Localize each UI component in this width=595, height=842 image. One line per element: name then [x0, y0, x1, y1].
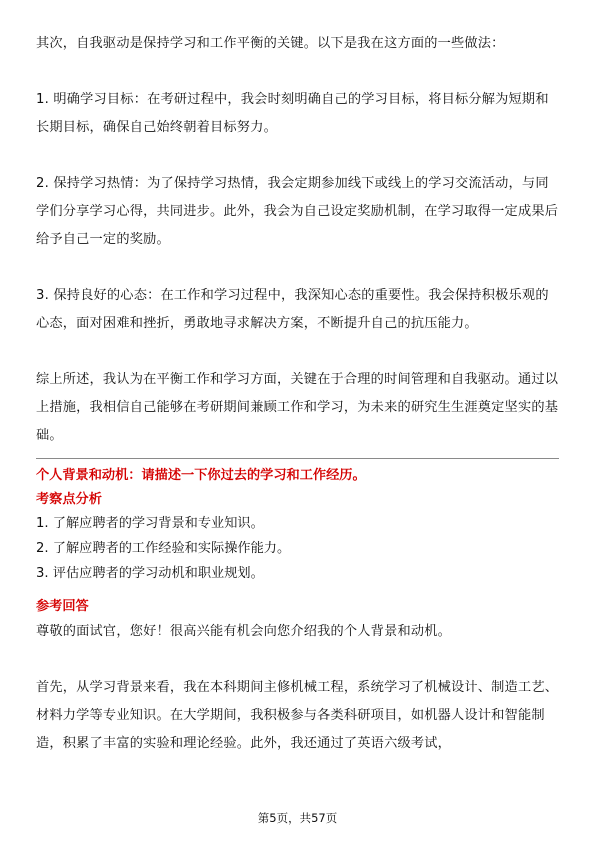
paragraph-gap — [36, 646, 559, 674]
point-2-paragraph: 2. 保持学习热情：为了保持学习热情，我会定期参加线下或线上的学习交流活动，与同学们分享学习心得，共同进步。此外，我会为自己设定奖励机制，在学习取得一定成果后给予自己一定的奖励。 — [36, 176, 559, 247]
intro-paragraph: 其次，自我驱动是保持学习和工作平衡的关键。以下是我在这方面的一些做法： — [36, 36, 505, 51]
paragraph-gap — [36, 338, 559, 366]
analysis-item: 3. 评估应聘者的学习动机和职业规划。 — [36, 566, 264, 581]
paragraph-gap — [36, 58, 559, 86]
analysis-item: 2. 了解应聘者的工作经验和实际操作能力。 — [36, 541, 291, 556]
analysis-heading: 考察点分析 — [36, 492, 102, 507]
reference-heading: 参考回答 — [36, 599, 89, 614]
section-divider — [36, 458, 559, 459]
paragraph-gap — [36, 142, 559, 170]
summary-paragraph: 综上所述，我认为在平衡工作和学习方面，关键在于合理的时间管理和自我驱动。通过以上措施，我相信自己能够在考研期间兼顾工作和学习，为未来的研究生生涯奠定坚实的基础。 — [36, 372, 559, 443]
reference-body: 首先，从学习背景来看，我在本科期间主修机械工程，系统学习了机械设计、制造工艺、材料力学等专业知识。在大学期间，我积极参与各类科研项目，如机器人设计和智能制造，积累了丰富的实验和理论经验。此外，我还通过了英语六级考试， — [36, 680, 559, 751]
point-3-paragraph: 3. 保持良好的心态：在工作和学习过程中，我深知心态的重要性。我会保持积极乐观的心态，面对困难和挫折，勇敢地寻求解决方案，不断提升自己的抗压能力。 — [36, 288, 549, 331]
reference-greeting: 尊敬的面试官，您好！很高兴能有机会向您介绍我的个人背景和动机。 — [36, 624, 452, 639]
page-number-footer: 第5页，共57页 — [257, 811, 338, 825]
interview-question: 个人背景和动机：请描述一下你过去的学习和工作经历。 — [36, 468, 366, 483]
document-page — [36, 30, 559, 758]
point-1-paragraph: 1. 明确学习目标：在考研过程中，我会时刻明确自己的学习目标，将目标分解为短期和长期目标，确保自己始终朝着目标努力。 — [36, 92, 549, 135]
paragraph-gap — [36, 254, 559, 282]
analysis-item: 1. 了解应聘者的学习背景和专业知识。 — [36, 516, 264, 531]
